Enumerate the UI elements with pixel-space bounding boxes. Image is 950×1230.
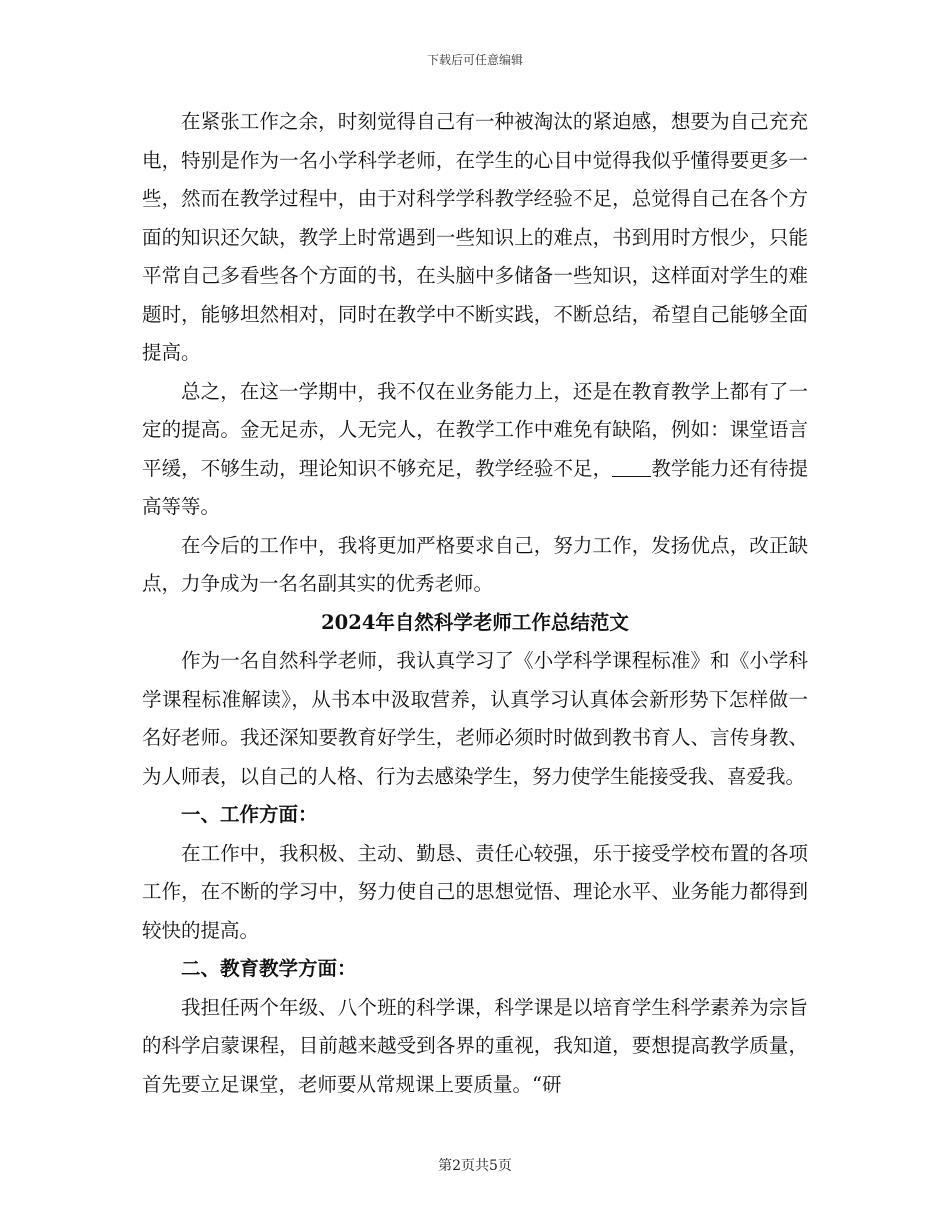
- paragraph-future: 在今后的工作中，我将更加严格要求自己，努力工作，发扬优点，改正缺点，力争成为一名名副其实的优秀老师。: [142, 533, 808, 595]
- page-footer: 第2页共5页: [438, 1158, 512, 1174]
- paragraph-summary: [142, 373, 808, 527]
- section-heading-teaching: 二、教育教学方面：: [181, 957, 357, 980]
- paragraph-self-improvement: 在紧张工作之余，时刻觉得自己有一种被淘汰的紧迫感，想要为自己充充电，特别是作为一名小学科学老师，在学生的心目中觉得我似乎懂得要更多一些，然而在教学过程中，由于对科学学科教学经验不足，总觉得自己在各个方面的知识还欠缺，教学上时常遇到一些知识上的难点，书到用时方恨少，只能平常自己多看些各个方面的书，在头脑中多储备一些知识，这样面对学生的难题时，能够坦然相对，同时在教学中不断实践，不断总结，希望自己能够全面提高。: [142, 110, 808, 364]
- page-header: 下载后可任意编辑: [426, 53, 523, 67]
- blank-underline: [612, 456, 651, 477]
- paragraph-work: 在工作中，我积极、主动、勤恳、责任心较强，乐于接受学校布置的各项工作，在不断的学习中，努力使自己的思想觉悟、理论水平、业务能力都得到较快的提高。: [142, 841, 808, 942]
- paragraph-summary-tail: 教学能力还有待提高等等。: [142, 456, 808, 518]
- paragraph-summary-text: 总之，在这一学期中，我不仅在业务能力上，还是在教育教学上都有了一定的提高。金无足赤，人无完人，在教学工作中难免有缺陷，例如：课堂语言平缓，不够生动，理论知识不够充足，教学经验不足，: [142, 379, 808, 480]
- paragraph-intro: 作为一名自然科学老师，我认真学习了《小学科学课程标准》和《小学科学课程标准解读》，从书本中汲取营养，认真学习认真体会新形势下怎样做一名好老师。我还深知要教育好学生，老师必须时时做到教书育人、言传身教、为人师表，以自己的人格、行为去感染学生，努力使学生能接受我、喜爱我。: [142, 649, 808, 788]
- paragraph-teaching: 我担任两个年级、八个班的科学课，科学课是以培育学生科学素养为宗旨的科学启蒙课程，目前越来越受到各界的重视，我知道，要想提高教学质量，首先要立足课堂，老师要从常规课上要质量。“研: [142, 995, 808, 1096]
- document-title: 2024年自然科学老师工作总结范文: [321, 610, 629, 634]
- section-heading-work: 一、工作方面：: [181, 803, 318, 826]
- document-body: [142, 103, 808, 1104]
